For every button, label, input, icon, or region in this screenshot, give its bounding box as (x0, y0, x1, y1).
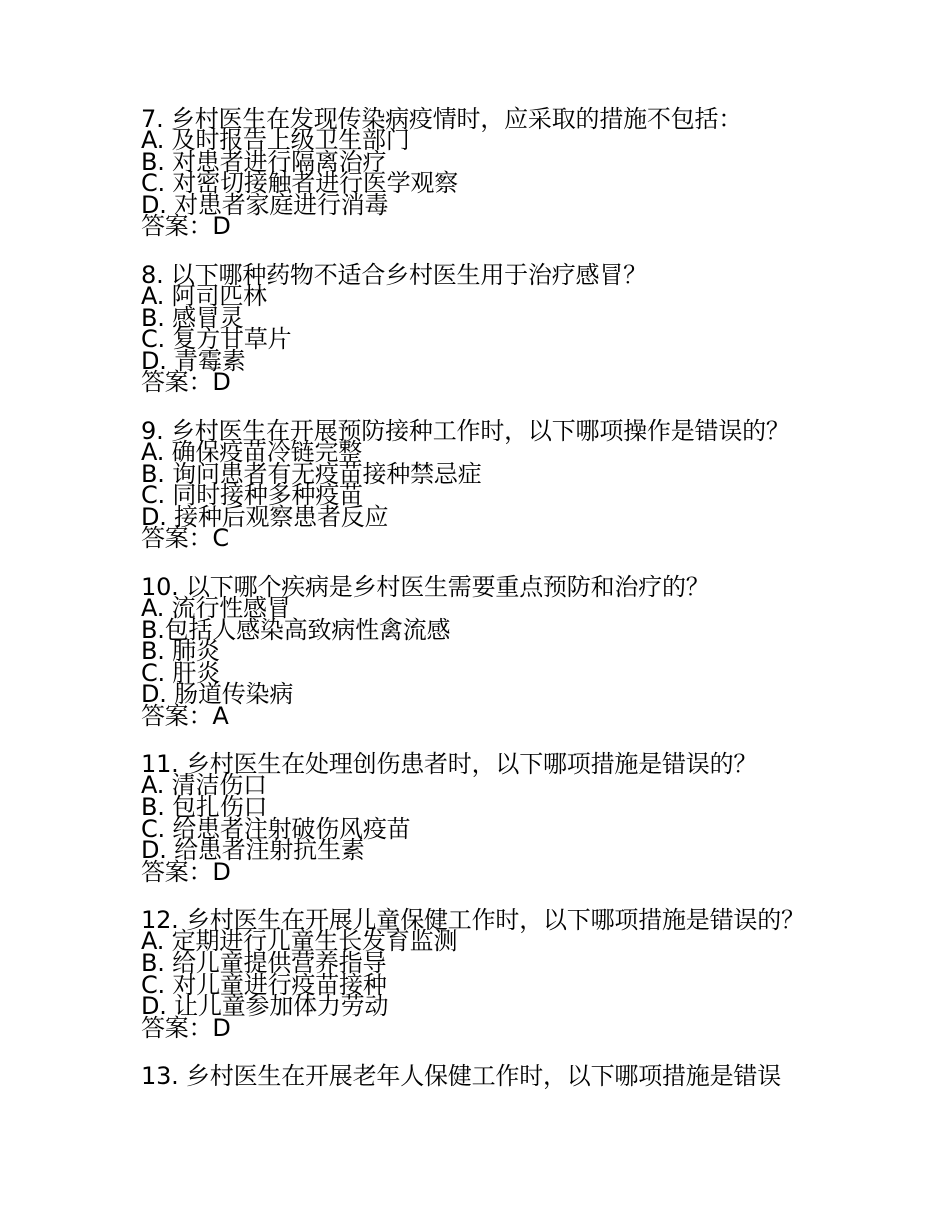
option-a: A. 定期进行儿童生长发育监测 (141, 927, 458, 956)
answer: 答案：C (141, 524, 229, 553)
answer: 答案：D (141, 1013, 231, 1042)
option-b: B. 感冒灵 (141, 303, 244, 332)
option-a: A. 流行性感冒 (141, 593, 291, 622)
question-stem: 9. 乡村医生在开展预防接种工作时，以下哪项操作是错误的？ (141, 416, 790, 445)
option-d: D. 对患者家庭进行消毒 (141, 190, 389, 219)
option-b-note: B.包括人感染高致病性禽流感 (141, 615, 451, 644)
question-stem: 8. 以下哪种药物不适合乡村医生用于治疗感冒？ (141, 260, 647, 289)
option-b: B. 询问患者有无疫苗接种禁忌症 (141, 459, 482, 488)
question-8 (141, 260, 811, 397)
option-a: A. 清洁伤口 (141, 771, 267, 800)
option-d: D. 给患者注射抗生素 (141, 836, 365, 865)
question-12 (141, 906, 811, 1042)
option-b: B. 对患者进行隔离治疗 (141, 147, 387, 176)
question-9 (141, 416, 811, 553)
option-c: C. 肝炎 (141, 658, 221, 687)
question-stem: 10. 以下哪个疾病是乡村医生需要重点预防和治疗的？ (141, 572, 710, 601)
question-stem: 7. 乡村医生在发现传染病疫情时，应采取的措施不包括： (141, 105, 743, 133)
question-13 (141, 1062, 811, 1091)
option-b: B. 肺炎 (141, 637, 220, 666)
question-list (141, 105, 811, 1113)
option-a: A. 确保疫苗冷链完整 (141, 437, 363, 466)
option-c: C. 给患者注射破伤风疫苗 (141, 814, 411, 843)
option-b: B. 包扎伤口 (141, 793, 268, 822)
answer: 答案：D (141, 212, 231, 241)
option-d: D. 让儿童参加体力劳动 (141, 992, 389, 1021)
option-a: A. 及时报告上级卫生部门 (141, 126, 410, 154)
option-a: A. 阿司匹林 (141, 281, 267, 310)
option-c: C. 复方甘草片 (141, 325, 292, 354)
question-7 (141, 105, 811, 241)
answer: 答案：A (141, 701, 229, 730)
option-d: D. 接种后观察患者反应 (141, 502, 389, 531)
option-c: C. 对密切接触者进行医学观察 (141, 169, 459, 198)
question-stem: 11. 乡村医生在处理创伤患者时，以下哪项措施是错误的？ (141, 750, 758, 779)
option-d: D. 肠道传染病 (141, 680, 294, 709)
option-c: C. 同时接种多种疫苗 (141, 481, 363, 510)
option-d: D. 青霉素 (141, 346, 246, 375)
option-c: C. 对儿童进行疫苗接种 (141, 970, 387, 999)
option-b: B. 给儿童提供营养指导 (141, 949, 387, 978)
answer: 答案：D (141, 857, 231, 886)
question-stem: 12. 乡村医生在开展儿童保健工作时，以下哪项措施是错误的？ (141, 906, 805, 935)
question-11 (141, 750, 811, 886)
question-10 (141, 572, 811, 730)
question-stem: 13. 乡村医生在开展老年人保健工作时，以下哪项措施是错误 (141, 1062, 781, 1091)
answer: 答案：D (141, 368, 231, 397)
